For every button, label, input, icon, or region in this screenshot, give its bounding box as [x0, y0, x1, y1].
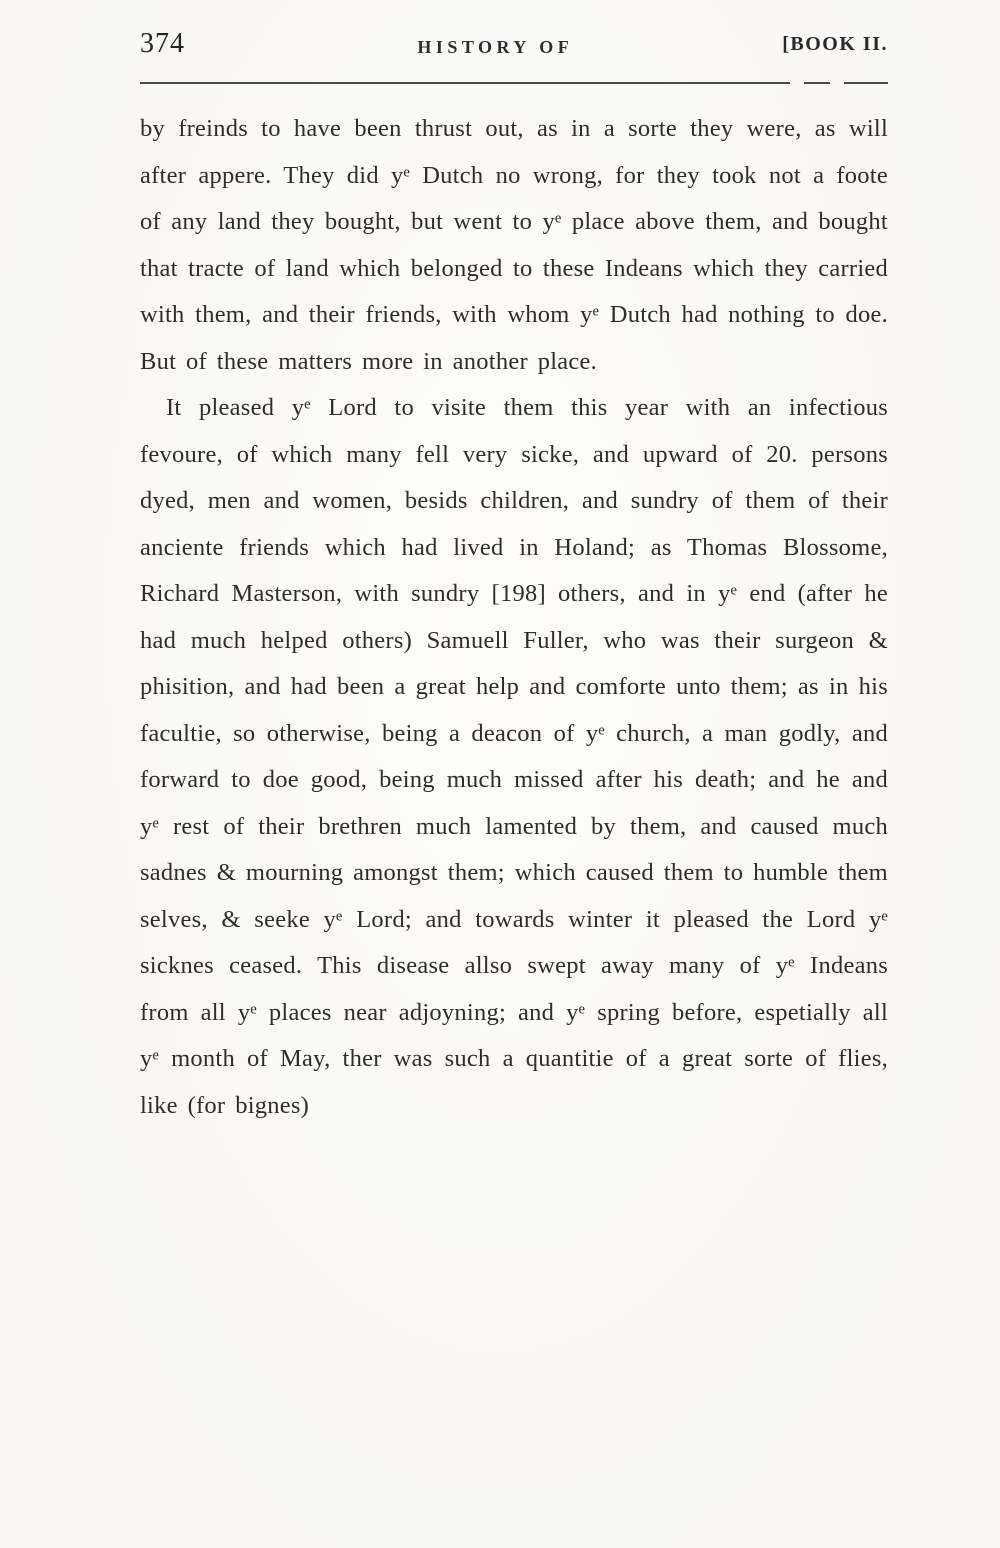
book-label: [BOOK II. [782, 33, 888, 55]
page-number: 374 [140, 28, 185, 59]
body-text [140, 106, 888, 1129]
header-rule-dash [804, 82, 830, 84]
running-title: HISTORY OF [417, 37, 574, 57]
paragraph: by freinds to have been thrust out, as in a sorte they were, as will after appere. They did yᵉ Dutch no wrong, for they took not a foote of any land they bought, but went to yᵉ place above them, and bought that tracte of land which belonged to these Indeans which they carried with them, and their friends, with whom yᵉ Dutch had nothing to doe. But of these matters more in another place. [140, 115, 888, 375]
header-rule [140, 82, 888, 84]
page-header [140, 28, 888, 68]
header-rule-solid-segment [140, 82, 790, 84]
paragraph: It pleased yᵉ Lord to visite them this year with an infectious fevoure, of which many fell very sicke, and upward of 20. persons dyed, men and women, besids children, and sundry of them of their anciente friends which had lived in Holand; as Thomas Blossome, Richard Masterson, with sundry [198] others, and in yᵉ end (after he had much helped others) Samuell Fuller, who was their surgeon & phisition, and had been a great help and comforte unto them; as in his facultie, so otherwise, being a deacon of yᵉ church, a man godly, and forward to doe good, being much missed after his death; and he and yᵉ rest of their brethren much lamented by them, and caused much sadnes & mourning amongst them; which caused them to humble them selves, & seeke yᵉ Lord; and towards winter it pleased the Lord yᵉ sicknes ceased. This disease allso swept away many of yᵉ Indeans from all yᵉ places near adjoyning; and yᵉ spring before, espetially all yᵉ month of May, ther was such a quantitie of a great sorte of flies, like (for bignes) [140, 394, 888, 1119]
header-rule-dash [844, 82, 888, 84]
